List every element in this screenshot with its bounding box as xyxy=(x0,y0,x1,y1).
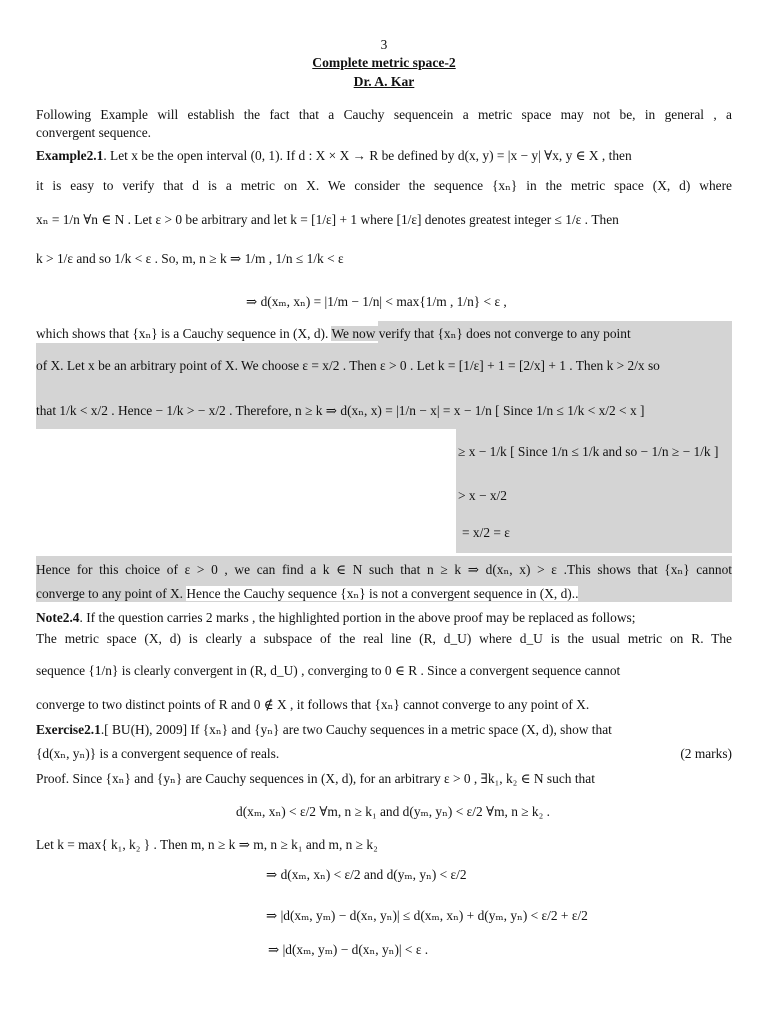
proof-equation-1: d(xₘ, xₙ) < ε/2 ∀m, n ≥ k₁ and d(yₘ, yₙ) < ε/2 ∀m, n ≥ k₂ . xyxy=(236,804,550,819)
example-line-4: k > 1/ε and so 1/k < ε . So, m, n ≥ k ⇒ 1/m , 1/n ≤ 1/k < ε xyxy=(36,251,344,266)
highlighted-text: We now verify that {xₙ} does not converge to any point xyxy=(331,326,631,341)
example-step-2: > x − x/2 xyxy=(458,488,507,503)
note-line-2: The metric space (X, d) is clearly a subspace of the real line (R, d_U) where d_U is the usual metric on R. The xyxy=(36,631,732,646)
example-line-2: it is easy to verify that d is a metric on X. We consider the sequence {xₙ} in the metric space (X, d) where xyxy=(36,178,732,193)
intro-line-2: convergent sequence. xyxy=(36,125,152,140)
proof-line-2: Let k = max{ k₁, k₂ } . Then m, n ≥ k ⇒ m, n ≥ k₁ and m, n ≥ k₂ xyxy=(36,837,378,852)
page-number: 3 xyxy=(380,37,388,52)
trailing-period: . xyxy=(575,586,579,601)
cauchy-conclusion: which shows that {xₙ} is a Cauchy sequence in (X, d). xyxy=(36,326,329,341)
example-text-1: . Let x be the open interval (0, 1). If d : X × X → R be defined by d(x, y) = |x − y| ∀x, y ∈ X , then xyxy=(103,148,632,163)
intro-line-1: Following Example will establish the fact that a Cauchy sequencein a metric space may not be, in general , a xyxy=(36,107,732,122)
exercise-line-2: {d(xₙ, yₙ)} is a convergent sequence of reals. xyxy=(36,746,280,761)
author: Dr. A. Kar xyxy=(353,74,415,89)
proof-equation-3: ⇒ |d(xₘ, yₘ) − d(xₙ, yₙ)| ≤ d(xₘ, xₙ) + d(yₘ, yₙ) < ε/2 + ε/2 xyxy=(266,908,588,923)
note-line-4: converge to two distinct points of R and 0 ∉ X , it follows that {xₙ} cannot converge to any point of X. xyxy=(36,697,590,712)
example-line-8: Hence for this choice of ε > 0 , we can find a k ∈ N such that n ≥ k ⇒ d(xₙ, x) > ε .This shows that {xₙ} cannot xyxy=(36,562,732,577)
proof-equation-2: ⇒ d(xₘ, xₙ) < ε/2 and d(yₘ, yₙ) < ε/2 xyxy=(266,867,467,882)
example-line-7: that 1/k < x/2 . Hence − 1/k > − x/2 . Therefore, n ≥ k ⇒ d(xₙ, x) = |1/n − x| = x − 1/n [ Since 1/n ≤ 1/k < x/2 < x ] xyxy=(36,403,645,418)
highlighted-text: converge to any point of X. xyxy=(36,586,184,601)
example-line-9 xyxy=(36,585,732,602)
note-line-1 xyxy=(36,609,732,626)
note-text-1: . If the question carries 2 marks , the highlighted portion in the above proof may be replaced as follows; xyxy=(79,610,636,625)
example-line-5 xyxy=(36,325,732,342)
note-label: Note2.4 xyxy=(36,610,80,625)
note-line-3: sequence {1/n} is clearly convergent in (R, d_U) , converging to 0 ∈ R . Since a convergent sequence cannot xyxy=(36,663,621,678)
example-line-1 xyxy=(36,147,732,164)
example-step-3: = x/2 = ε xyxy=(462,525,510,540)
exercise-line-1 xyxy=(36,721,732,738)
example-step-1: ≥ x − 1/k [ Since 1/n ≤ 1/k and so − 1/n ≥ − 1/k ] xyxy=(458,444,719,459)
proof-equation-4: ⇒ |d(xₘ, yₘ) − d(xₙ, yₙ)| < ε . xyxy=(268,942,429,957)
example-label: Example2.1 xyxy=(36,148,104,163)
proof-line-1: Proof. Since {xₙ} and {yₙ} are Cauchy sequences in (X, d), for an arbitrary ε > 0 , ∃k₁, k₂ ∈ N such that xyxy=(36,771,595,786)
marks-label: (2 marks) xyxy=(680,746,732,761)
exercise-text-1: .[ BU(H), 2009] If {xₙ} and {yₙ} are two Cauchy sequences in a metric space (X, d), show that xyxy=(100,722,612,737)
page-title: Complete metric space-2 xyxy=(312,55,456,70)
conclusion-text: Hence the Cauchy sequence {xₙ} is not a convergent sequence in (X, d). xyxy=(186,586,576,601)
exercise-label: Exercise2.1 xyxy=(36,722,101,737)
example-line-6: of X. Let x be an arbitrary point of X. We choose ε = x/2 . Then ε > 0 . Let k = [1/ε] + 1 = [2/x] + 1 . Then k > 2/x so xyxy=(36,358,660,373)
example-line-3: xₙ = 1/n ∀n ∈ N . Let ε > 0 be arbitrary and let k = [1/ε] + 1 where [1/ε] denotes greatest integer ≤ 1/ε . Then xyxy=(36,212,619,227)
example-equation-1: ⇒ d(xₘ, xₙ) = |1/m − 1/n| < max{1/m , 1/n} < ε , xyxy=(246,294,507,309)
